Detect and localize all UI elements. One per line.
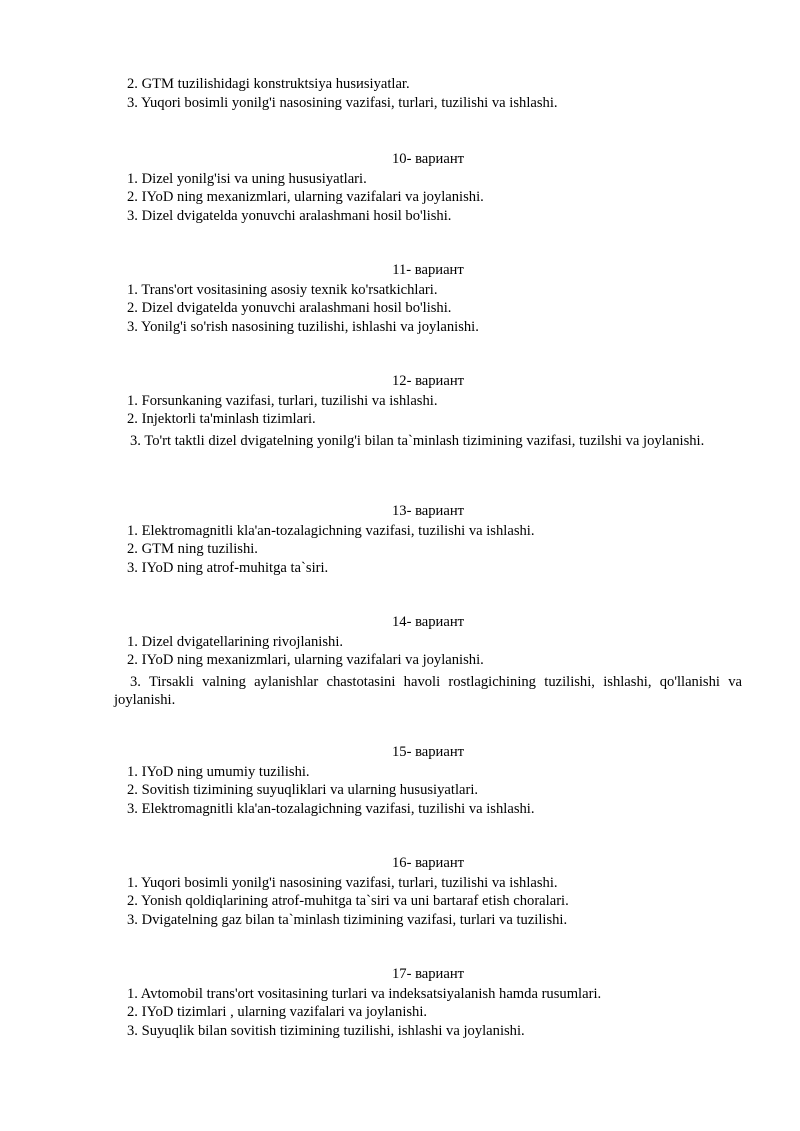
list-item: 3. Suyuqlik bilan sovitish tizimining tuzilishi, ishlashi va joylanishi.	[127, 1022, 525, 1039]
variant-15	[114, 743, 742, 818]
variant-title: 15- вариант	[391, 744, 465, 760]
list-item: 3. Dizel dvigatelda yonuvchi aralashmani hosil bo'lishi.	[127, 207, 452, 224]
list-item: 2. Sovitish tizimining suyuqliklari va ularning hususiyatlari.	[127, 782, 479, 799]
variant-title: 14- вариант	[391, 614, 465, 630]
list-item: 1. Dizel dvigatellarining rivojlanishi.	[127, 633, 344, 650]
list-item: 3. Tirsakli valning aylanishlar chastotasini havoli rostlagichining tuzilishi, ishlashi, qo'llanishi va joylanishi.	[114, 673, 742, 709]
list-item: 3. To'rt taktli dizel dvigatelning yonilg'i bilan ta`minlash tizimining vazifasi, tuzilshi va joylanishi.	[130, 432, 705, 449]
variant-10	[114, 150, 742, 225]
variant-12	[114, 372, 742, 450]
list-item: 2. IYoD tizimlari , ularning vazifalari va joylanishi.	[127, 1004, 428, 1021]
variant-title: 12- вариант	[391, 373, 465, 389]
list-item: 3. IYoD ning atrof-muhitga ta`siri.	[127, 559, 329, 576]
list-item: 3. Elektromagnitli kla'an-tozalagichning vazifasi, tuzilishi va ishlashi.	[127, 800, 535, 817]
list-item: 1. Yuqori bosimli yonilg'i nasosining vazifasi, turlari, tuzilishi va ishlashi.	[127, 874, 558, 891]
variant-title: 13- вариант	[391, 503, 465, 519]
list-item: 2. Dizel dvigatelda yonuvchi aralashmani hosil bo'lishi.	[127, 300, 452, 317]
list-item: 1. Dizel yonilg'isi va uning hususiyatlari.	[127, 170, 367, 187]
intro-list	[114, 75, 742, 112]
variant-title: 11- вариант	[392, 262, 464, 278]
variant-11	[114, 261, 742, 336]
list-item: 2. IYoD ning mexanizmlari, ularning vazifalari va joylanishi.	[127, 189, 484, 206]
list-item: 2. Yonish qoldiqlarining atrof-muhitga ta`siri va uni bartaraf etish choralari.	[127, 893, 569, 910]
list-item: 1. IYoD ning umumiy tuzilishi.	[127, 763, 310, 780]
variant-title: 16- вариант	[391, 855, 465, 871]
list-item: 3. Yuqori bosimli yonilg'i nasosining vazifasi, turlari, tuzilishi va ishlashi.	[127, 94, 558, 111]
list-item: 3. Dvigatelning gaz bilan ta`minlash tizimining vazifasi, turlari va tuzilishi.	[127, 911, 568, 928]
list-item: 2. GTM tuzilishidagi konstruktsiya husиsiyatlar.	[127, 76, 410, 92]
list-item: 2. GTM ning tuzilishi.	[127, 541, 258, 558]
list-item: 2. IYoD ning mexanizmlari, ularning vazifalari va joylanishi.	[127, 652, 484, 669]
list-item: 2. Injektorli ta'minlash tizimlari.	[127, 411, 316, 428]
variant-16	[114, 854, 742, 929]
variant-title: 10- вариант	[391, 151, 465, 167]
variant-title: 17- вариант	[391, 966, 465, 982]
list-item: 1. Trans'ort vositasining asosiy texnik ko'rsatkichlari.	[127, 281, 438, 298]
variant-14	[114, 613, 742, 710]
list-item: 1. Elektromagnitli kla'an-tozalagichning vazifasi, tuzilishi va ishlashi.	[127, 522, 535, 539]
variant-17	[114, 965, 742, 1040]
variant-13	[114, 502, 742, 577]
list-item: 1. Forsunkaning vazifasi, turlari, tuzilishi va ishlashi.	[127, 392, 438, 409]
list-item: 1. Avtomobil trans'ort vositasining turlari va indeksatsiyalanish hamda rusumlari.	[127, 985, 602, 1002]
list-item: 3. Yonilg'i so'rish nasosining tuzilishi, ishlashi va joylanishi.	[127, 318, 479, 335]
